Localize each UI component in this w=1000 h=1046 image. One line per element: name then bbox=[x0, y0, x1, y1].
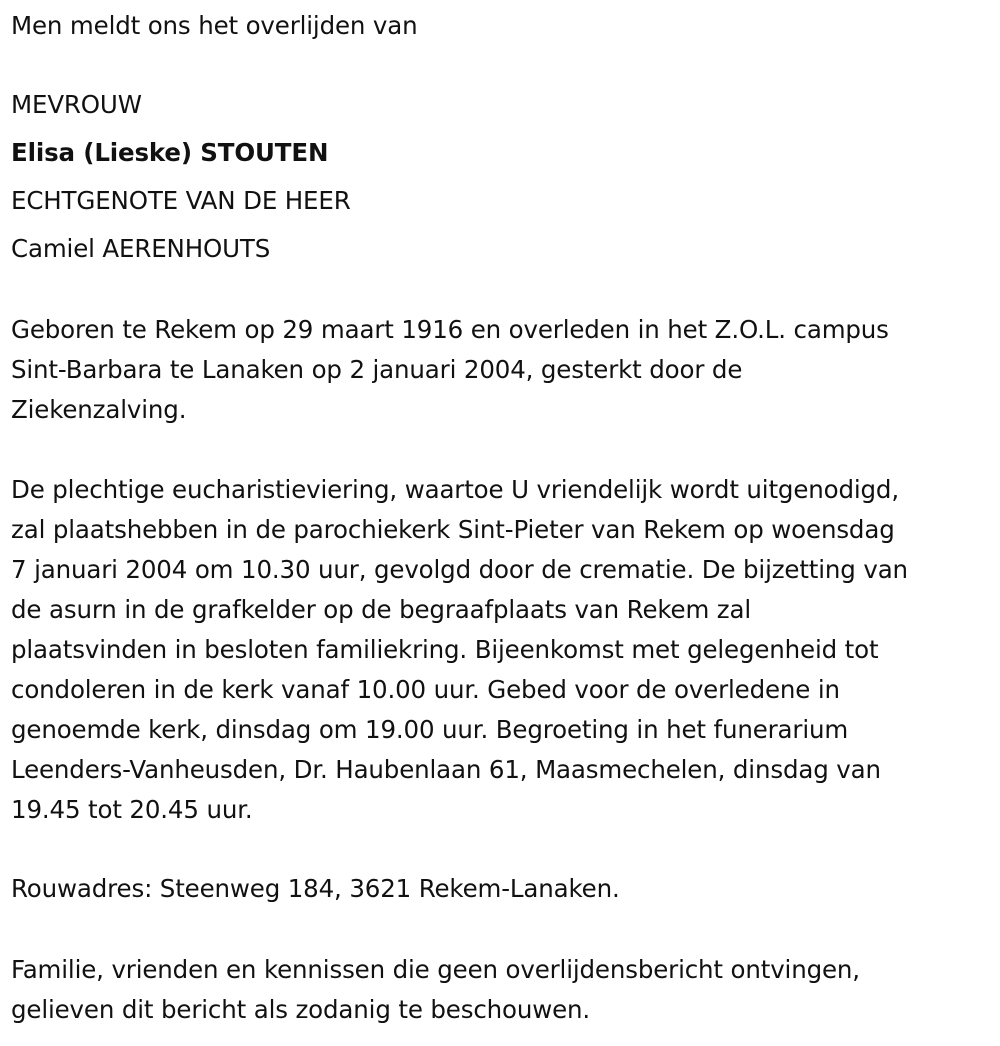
paragraph-line: de asurn in de grafkelder op de begraafplaats van Rekem zal bbox=[11, 595, 752, 624]
spouse-name: Camiel AERENHOUTS bbox=[11, 234, 271, 263]
paragraph-line: plaatsvinden in besloten familiekring. Bijeenkomst met gelegenheid tot bbox=[11, 635, 879, 664]
paragraph-line: 19.45 tot 20.45 uur. bbox=[11, 795, 253, 824]
paragraph-line: Sint-Barbara te Lanaken op 2 januari 2004, gesterkt door de bbox=[11, 355, 743, 384]
paragraph-line: Familie, vrienden en kennissen die geen overlijdensbericht ontvingen, bbox=[11, 955, 860, 984]
family-paragraph bbox=[11, 950, 860, 1030]
paragraph-line: Leenders-Vanheusden, Dr. Haubenlaan 61, Maasmechelen, dinsdag van bbox=[11, 755, 881, 784]
birth-paragraph bbox=[11, 310, 889, 430]
spouse-title: ECHTGENOTE VAN DE HEER bbox=[11, 186, 351, 215]
deceased-name: Elisa (Lieske) STOUTEN bbox=[11, 138, 329, 167]
paragraph-line: zal plaatshebben in de parochiekerk Sint-Pieter van Rekem op woensdag bbox=[11, 515, 895, 544]
honorific-title: MEVROUW bbox=[11, 90, 142, 119]
intro-text: Men meldt ons het overlijden van bbox=[11, 11, 418, 40]
paragraph-line: gelieven dit bericht als zodanig te beschouwen. bbox=[11, 995, 591, 1024]
address-paragraph bbox=[11, 869, 620, 909]
mourning-address: Rouwadres: Steenweg 184, 3621 Rekem-Lanaken. bbox=[11, 874, 620, 903]
ceremony-paragraph bbox=[11, 470, 908, 830]
paragraph-line: De plechtige eucharistieviering, waartoe U vriendelijk wordt uitgenodigd, bbox=[11, 475, 899, 504]
paragraph-line: genoemde kerk, dinsdag om 19.00 uur. Begroeting in het funerarium bbox=[11, 715, 849, 744]
paragraph-line: condoleren in de kerk vanaf 10.00 uur. Gebed voor de overledene in bbox=[11, 675, 840, 704]
paragraph-line: Ziekenzalving. bbox=[11, 395, 187, 424]
paragraph-line: Geboren te Rekem op 29 maart 1916 en overleden in het Z.O.L. campus bbox=[11, 315, 889, 344]
paragraph-line: 7 januari 2004 om 10.30 uur, gevolgd door de crematie. De bijzetting van bbox=[11, 555, 908, 584]
